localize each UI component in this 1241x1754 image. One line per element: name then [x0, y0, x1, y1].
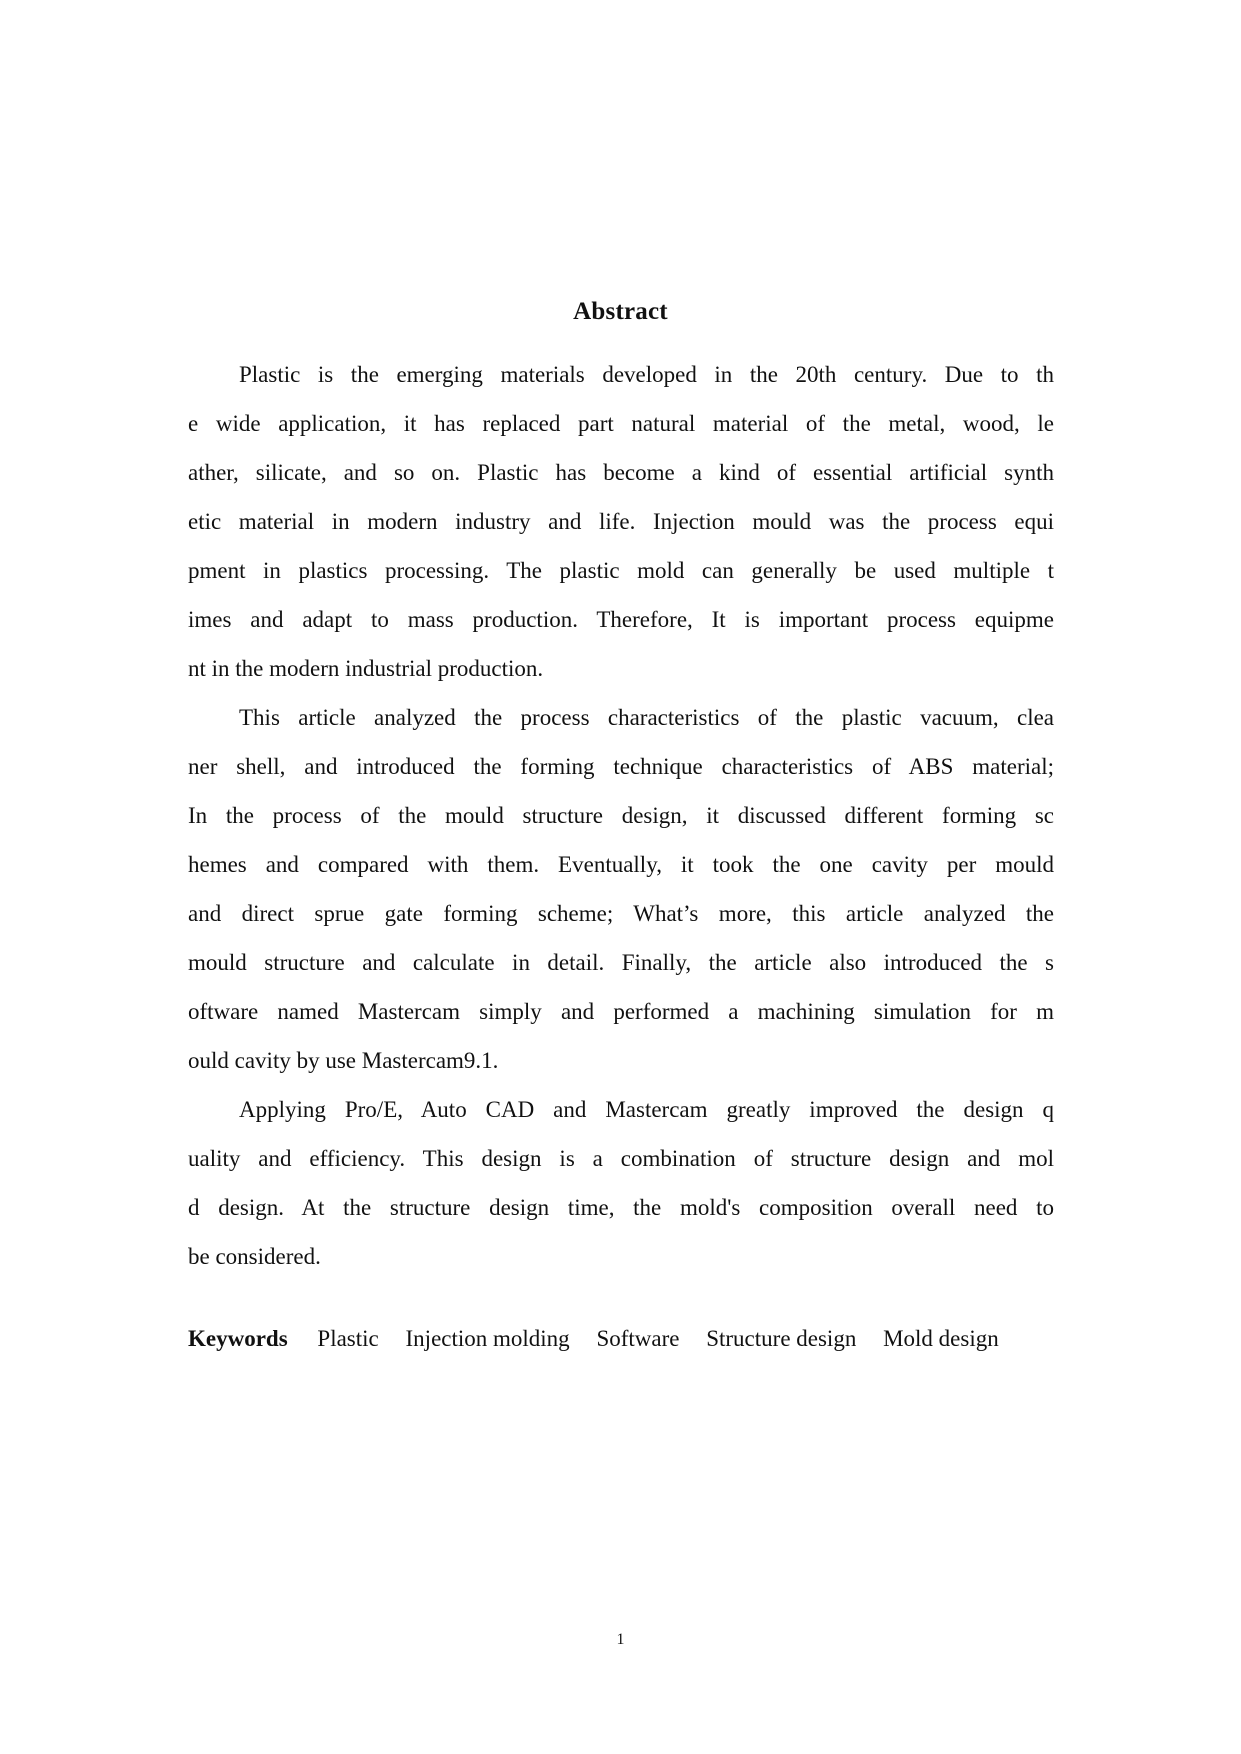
abstract-line: mould structure and calculate in detail. Finally, the article also introduced the s [188, 950, 1054, 975]
abstract-line: imes and adapt to mass production. Therefore, It is important process equipme [188, 607, 1054, 632]
keywords-label: Keywords [188, 1326, 288, 1351]
abstract-line: Plastic is the emerging materials developed in the 20th century. Due to th [239, 362, 1054, 387]
abstract-body [188, 350, 1054, 1281]
abstract-title: Abstract [573, 298, 668, 325]
abstract-line: ather, silicate, and so on. Plastic has become a kind of essential artificial synth [188, 460, 1054, 485]
abstract-line: uality and efficiency. This design is a combination of structure design and mol [188, 1146, 1054, 1171]
abstract-line: In the process of the mould structure design, it discussed different forming sc [188, 803, 1054, 828]
keyword-item: Software [596, 1326, 680, 1351]
keyword-item: Injection molding [405, 1326, 570, 1351]
keyword-item: Structure design [706, 1326, 857, 1351]
abstract-line: etic material in modern industry and life. Injection mould was the process equi [188, 509, 1054, 534]
abstract-line: This article analyzed the process characteristics of the plastic vacuum, clea [239, 705, 1054, 730]
page-number: 1 [616, 1631, 625, 1648]
abstract-line: and direct sprue gate forming scheme; What’s more, this article analyzed the [188, 901, 1054, 926]
abstract-line: be considered. [188, 1244, 321, 1269]
abstract-line: d design. At the structure design time, the mold's composition overall need to [188, 1195, 1054, 1220]
abstract-line: ould cavity by use Mastercam9.1. [188, 1048, 499, 1073]
abstract-line: hemes and compared with them. Eventually, it took the one cavity per mould [188, 852, 1054, 877]
abstract-line: Applying Pro/E, Auto CAD and Mastercam greatly improved the design q [239, 1097, 1054, 1122]
keyword-item: Plastic [317, 1326, 379, 1351]
abstract-line: e wide application, it has replaced part natural material of the metal, wood, le [188, 411, 1054, 436]
keywords-line [188, 1319, 1048, 1359]
abstract-line: pment in plastics processing. The plastic mold can generally be used multiple t [188, 558, 1054, 583]
keyword-item: Mold design [883, 1326, 999, 1351]
abstract-line: nt in the modern industrial production. [188, 656, 544, 681]
abstract-line: oftware named Mastercam simply and performed a machining simulation for m [188, 999, 1054, 1024]
abstract-line: ner shell, and introduced the forming technique characteristics of ABS material; [188, 754, 1054, 779]
